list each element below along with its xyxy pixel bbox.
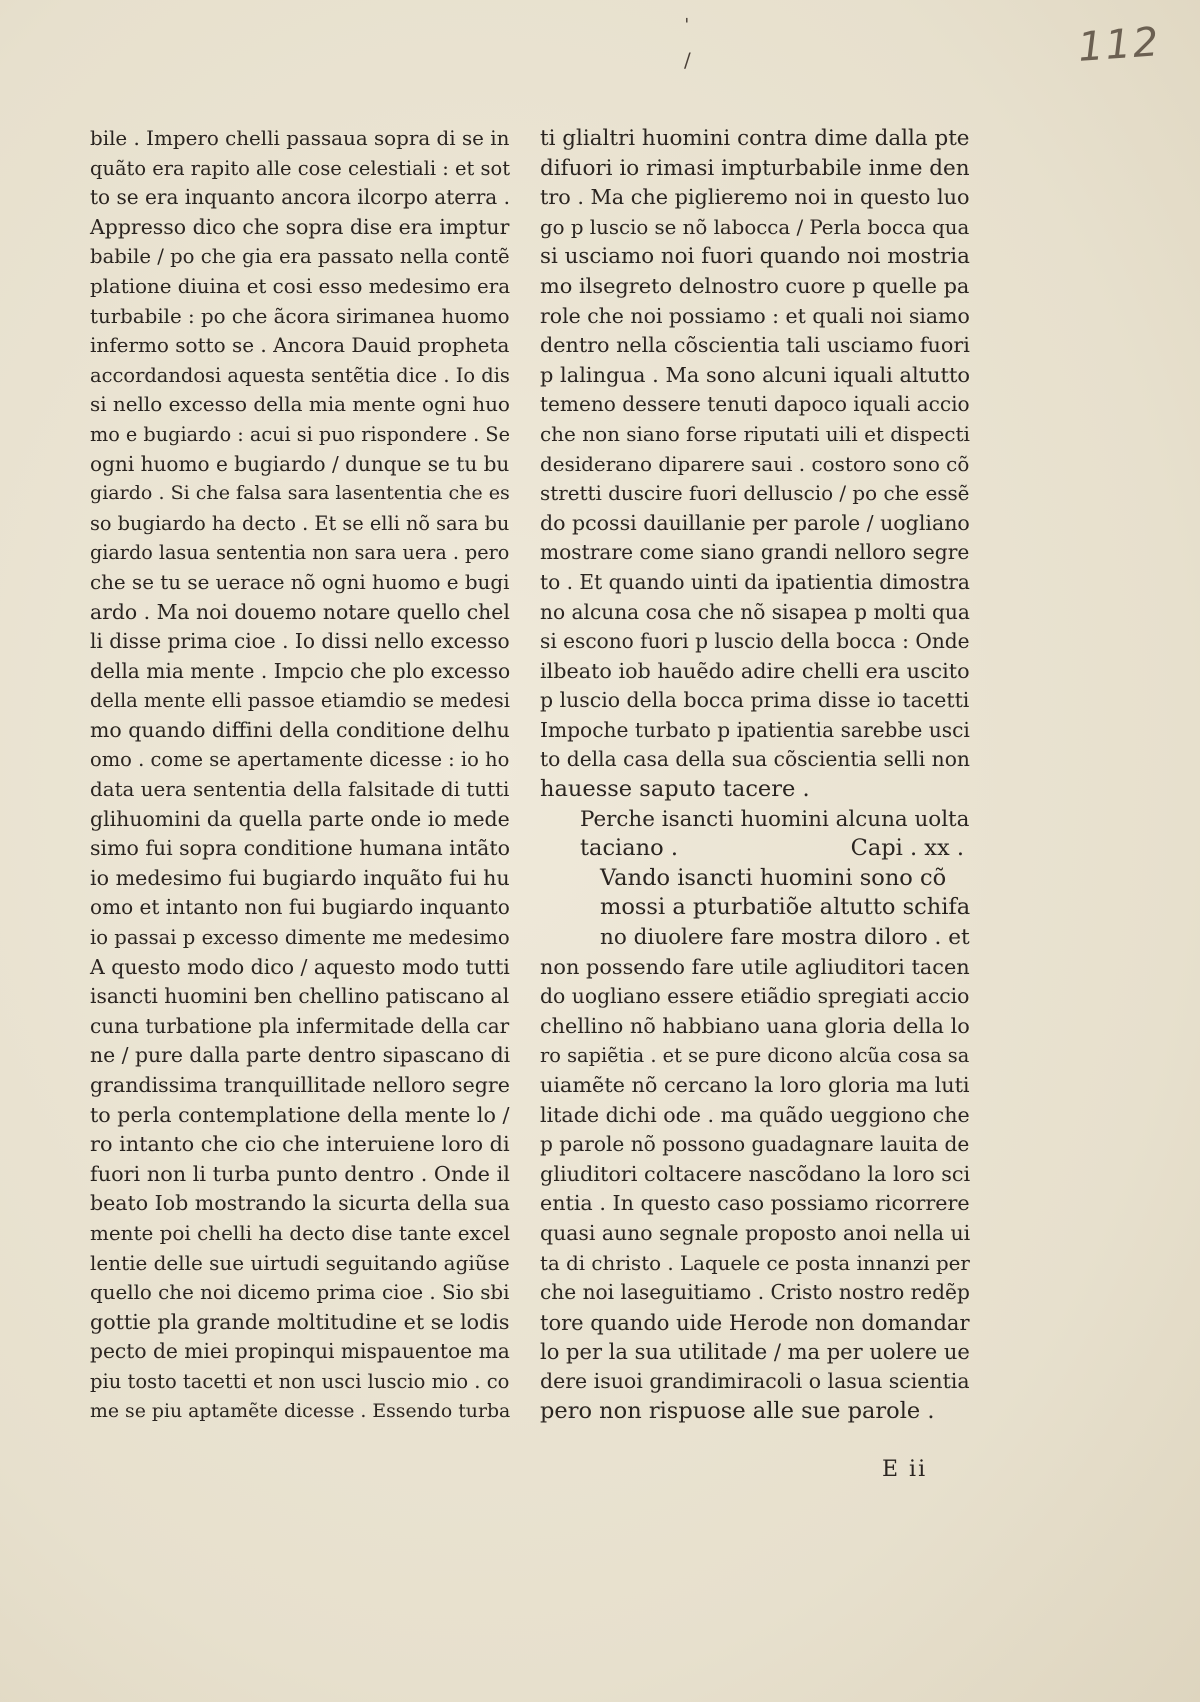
text-line: p parole nõ possono guadagnare lauita de (540, 1132, 970, 1157)
text-line: mo ilsegreto delnostro cuore p quelle pa (540, 273, 970, 298)
text-line: fuori non li turba punto dentro . Onde il (90, 1161, 510, 1186)
text-line: me se piu aptamẽte dicesse . Essendo turba (90, 1399, 511, 1422)
text-line: si nello excesso della mia mente ogni huo (90, 393, 510, 417)
text-line: quasi auno segnale proposto anoi nella ui (540, 1220, 971, 1245)
text-line: chellino nõ habbiano uana gloria della lo (540, 1013, 970, 1038)
text-line: to . Et quando uinti da ipatientia dimostra (540, 569, 970, 594)
text-line: gottie pla grande moltitudine et se lodis (90, 1309, 510, 1334)
text-line: che non siano forse riputati uili et dispecti (540, 421, 970, 446)
text-line: mossi a pturbatiõe altutto schifa (600, 894, 971, 921)
right-column-upper-text (540, 124, 970, 805)
text-line: p luscio della bocca prima disse io tacetti (540, 688, 970, 713)
right-text-column (540, 124, 970, 1426)
text-line: omo . come se apertamente dicesse : io ho (90, 748, 510, 772)
text-line: mente poi chelli ha decto dise tante excel (90, 1221, 511, 1245)
text-line: quello che noi dicemo prima cioe . Sio sbi (90, 1281, 510, 1305)
signature-mark: E ii (882, 1457, 928, 1482)
text-line: to se era inquanto ancora ilcorpo aterra . (90, 185, 510, 210)
text-line: ardo . Ma noi douemo notare quello chel (90, 599, 510, 624)
stray-ink-mark: ˈ (684, 14, 690, 38)
text-line: mostrare come siano grandi nelloro segre (540, 540, 970, 565)
text-line: infermo sotto se . Ancora Dauid propheta (90, 333, 510, 358)
text-line: giardo . Si che falsa sara lasententia che es (90, 482, 510, 505)
text-line: turbabile : po che ãcora sirimanea huomo (90, 304, 510, 328)
chapter-heading: Perche isancti huomini alcuna uolta (580, 806, 970, 832)
text-line: Impoche turbato p ipatientia sarebbe usci (540, 717, 970, 742)
chapter-opening-text (540, 864, 970, 953)
text-line: data uera sententia della falsitade di tutti (90, 778, 510, 802)
text-line: to perla contemplatione della mente lo / (90, 1102, 510, 1127)
text-line: temeno dessere tenuti dapoco iquali accio (540, 392, 970, 417)
text-line: della mente elli passoe etiamdio se medesi (90, 689, 510, 713)
text-line: ogni huomo e bugiardo / dunque se tu bu (90, 451, 510, 476)
text-line: omo et intanto non fui bugiardo inquanto (90, 895, 510, 920)
text-line: tore quando uide Herode non domandar (540, 1309, 970, 1335)
text-line: grandissima tranquillitade nelloro segre (90, 1073, 510, 1097)
text-line: glihuomini da quella parte onde io mede (90, 806, 510, 831)
text-line: mo e bugiardo : acui si puo rispondere . Se (90, 422, 510, 446)
text-line: difuori io rimasi impturbabile inme den (540, 155, 970, 181)
text-line: tro . Ma che piglieremo noi in questo luo (540, 185, 970, 210)
text-line: che se tu se uerace nõ ogni huomo e bugi (90, 570, 510, 594)
text-line: uiamẽte nõ cercano la loro gloria ma luti (540, 1073, 970, 1097)
text-line: pero non rispuose alle sue parole . (540, 1397, 935, 1424)
text-line: litade dichi ode . ma quãdo ueggiono che (540, 1102, 970, 1127)
text-line: dere isuoi grandimiracoli o lasua scientia (540, 1368, 970, 1393)
text-line: accordandosi aquesta sentẽtia dice . Io dis (90, 363, 510, 387)
text-line: mo quando diffini della conditione delhu (90, 717, 510, 742)
text-line: non possendo fare utile agliuditori tacen (540, 954, 970, 979)
text-line: piu tosto tacetti et non usci luscio mio . co (90, 1369, 510, 1393)
text-line: ilbeato iob hauẽdo adire chelli era uscito (540, 658, 970, 683)
text-line: isancti huomini ben chellino patiscano al (90, 984, 510, 1009)
text-line: stretti duscire fuori delluscio / po che essẽ (540, 482, 970, 506)
text-line: ro intanto che cio che interuiene loro di (90, 1132, 510, 1157)
right-column-lower-text (540, 953, 970, 1427)
text-line: Vando isancti huomini sono cõ (600, 864, 947, 891)
text-line: no diuolere fare mostra diloro . et (600, 925, 970, 951)
text-line: quãto era rapito alle cose celestiali : et sot (90, 156, 511, 180)
text-line: si usciamo noi fuori quando noi mostria (540, 244, 970, 270)
chapter-label: Capi . xx . (850, 835, 964, 862)
text-line: si escono fuori p luscio della bocca : Onde (540, 629, 970, 654)
text-line: gliuditori coltacere nascõdano la loro sci (540, 1161, 971, 1186)
text-line: entia . In questo caso possiamo ricorrere (540, 1191, 970, 1216)
text-line: no alcuna cosa che nõ sisapea p molti qua (540, 599, 970, 624)
text-line: ta di christo . Laquele ce posta innanzi per (540, 1251, 970, 1275)
text-line: Appresso dico che sopra dise era imptur (90, 214, 510, 239)
text-line: hauesse saputo tacere . (540, 776, 810, 803)
text-line: lo per la sua utilitade / ma per uolere ue (540, 1339, 970, 1365)
folio-number: 112 (1076, 19, 1162, 71)
chapter-heading-end: taciano . (580, 835, 679, 862)
text-line: do pcossi dauillanie per parole / uogliano (540, 510, 970, 535)
text-line: che noi laseguitiamo . Cristo nostro redẽp (540, 1280, 970, 1305)
text-line: ne / pure dalla parte dentro sipascano di (90, 1043, 511, 1068)
text-line: go p luscio se nõ labocca / Perla bocca qua (540, 215, 970, 239)
text-line: A questo modo dico / aquesto modo tutti (90, 954, 510, 979)
text-line: giardo lasua sententia non sara uera . pero (90, 541, 510, 565)
text-line: babile / po che gia era passato nella contẽ (90, 245, 510, 269)
text-line: della mia mente . Impcio che plo excesso (90, 658, 511, 683)
text-line: bile . Impero chelli passaua sopra di se in (90, 127, 510, 150)
text-line: beato Iob mostrando la sicurta della sua (90, 1191, 510, 1216)
text-line: io passai p excesso dimente me medesimo (90, 926, 510, 950)
text-line: so bugiardo ha decto . Et se elli nõ sara bu (90, 511, 510, 535)
text-line: to della casa della sua cõscientia selli non (540, 747, 970, 772)
text-line: do uogliano essere etiãdio spregiati accio (540, 984, 970, 1009)
text-line: simo fui sopra conditione humana intãto (90, 836, 510, 861)
text-line: platione diuina et cosi esso medesimo era (90, 274, 511, 298)
text-line: pecto de miei propinqui mispauentoe ma (90, 1339, 510, 1364)
text-line: io medesimo fui bugiardo inquãto fui hu (90, 865, 510, 890)
text-line: ti glialtri huomini contra dime dalla pte (540, 126, 970, 151)
text-line: p lalingua . Ma sono alcuni iquali altutto (540, 362, 970, 387)
text-line: desiderano diparere saui . costoro sono cõ (540, 451, 970, 476)
left-text-column (90, 124, 510, 1426)
text-line: li disse prima cioe . Io dissi nello excesso (90, 629, 510, 654)
text-line: role che noi possiamo : et quali noi siamo (540, 303, 970, 328)
chapter-heading-row (540, 834, 970, 864)
text-line: lentie delle sue uirtudi seguitando agiũse (90, 1250, 510, 1275)
text-line: ro sapiẽtia . et se pure dicono alcũa cosa sa (540, 1044, 970, 1068)
text-line: dentro nella cõscientia tali usciamo fuori (540, 333, 970, 358)
stray-ink-mark: / (684, 48, 691, 72)
text-line: cuna turbatione pla infermitade della car (90, 1013, 510, 1038)
